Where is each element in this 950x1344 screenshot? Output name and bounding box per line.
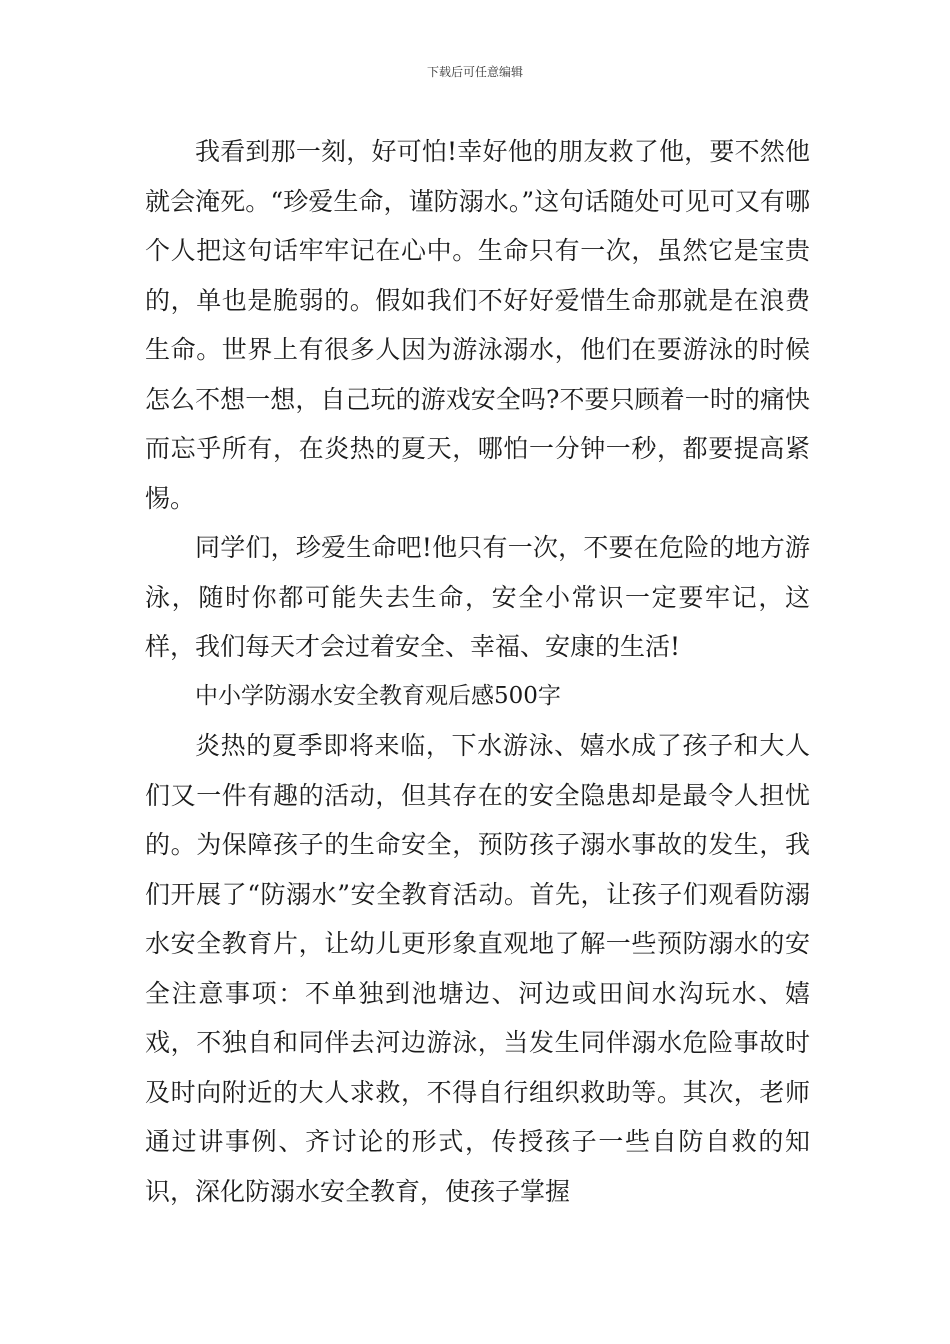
page-header-note: 下载后可任意编辑 [426, 65, 523, 79]
paragraph-education-activity: 炎热的夏季即将来临，下水游泳、嬉水成了孩子和大人们又一件有趣的活动，但其存在的安全隐患却是最令人担忧的。为保障孩子的生命安全，预防孩子溺水事故的发生，我们开展了“防溺水”安全教育活动。首先，让孩子们观看防溺水安全教育片，让幼儿更形象直观地了解一些预防溺水的安全注意事项：不单独到池塘边、河边或田间水沟玩水、嬉戏，不独自和同伴去河边游泳，当发生同伴溺水危险事故时及时向附近的大人求救，不得自行组织救助等。其次，老师通过讲事例、齐讨论的形式，传授孩子一些自防自救的知识，深化防溺水安全教育，使孩子掌握 [145, 731, 810, 1206]
paragraph-appeal-classmates: 同学们，珍爱生命吧!他只有一次，不要在危险的地方游泳，随时你都可能失去生命，安全小常识一定要牢记，这样，我们每天才会过着安全、幸福、安康的生活! [145, 533, 810, 661]
section-title: 中小学防溺水安全教育观后感500字 [195, 682, 561, 709]
paragraph-drowning-incident: 我看到那一刻，好可怕!幸好他的朋友救了他，要不然他就会淹死。“珍爱生命，谨防溺水。”这句话随处可见可又有哪个人把这句话牢牢记在心中。生命只有一次，虽然它是宝贵的，单也是脆弱的。假如我们不好好爱惜生命那就是在浪费生命。世界上有很多人因为游泳溺水，他们在要游泳的时候怎么不想一想，自己玩的游戏安全吗?不要只顾着一时的痛快而忘乎所有，在炎热的夏天，哪怕一分钟一秒，都要提高紧惕。 [145, 137, 810, 513]
document-body [145, 127, 810, 1216]
